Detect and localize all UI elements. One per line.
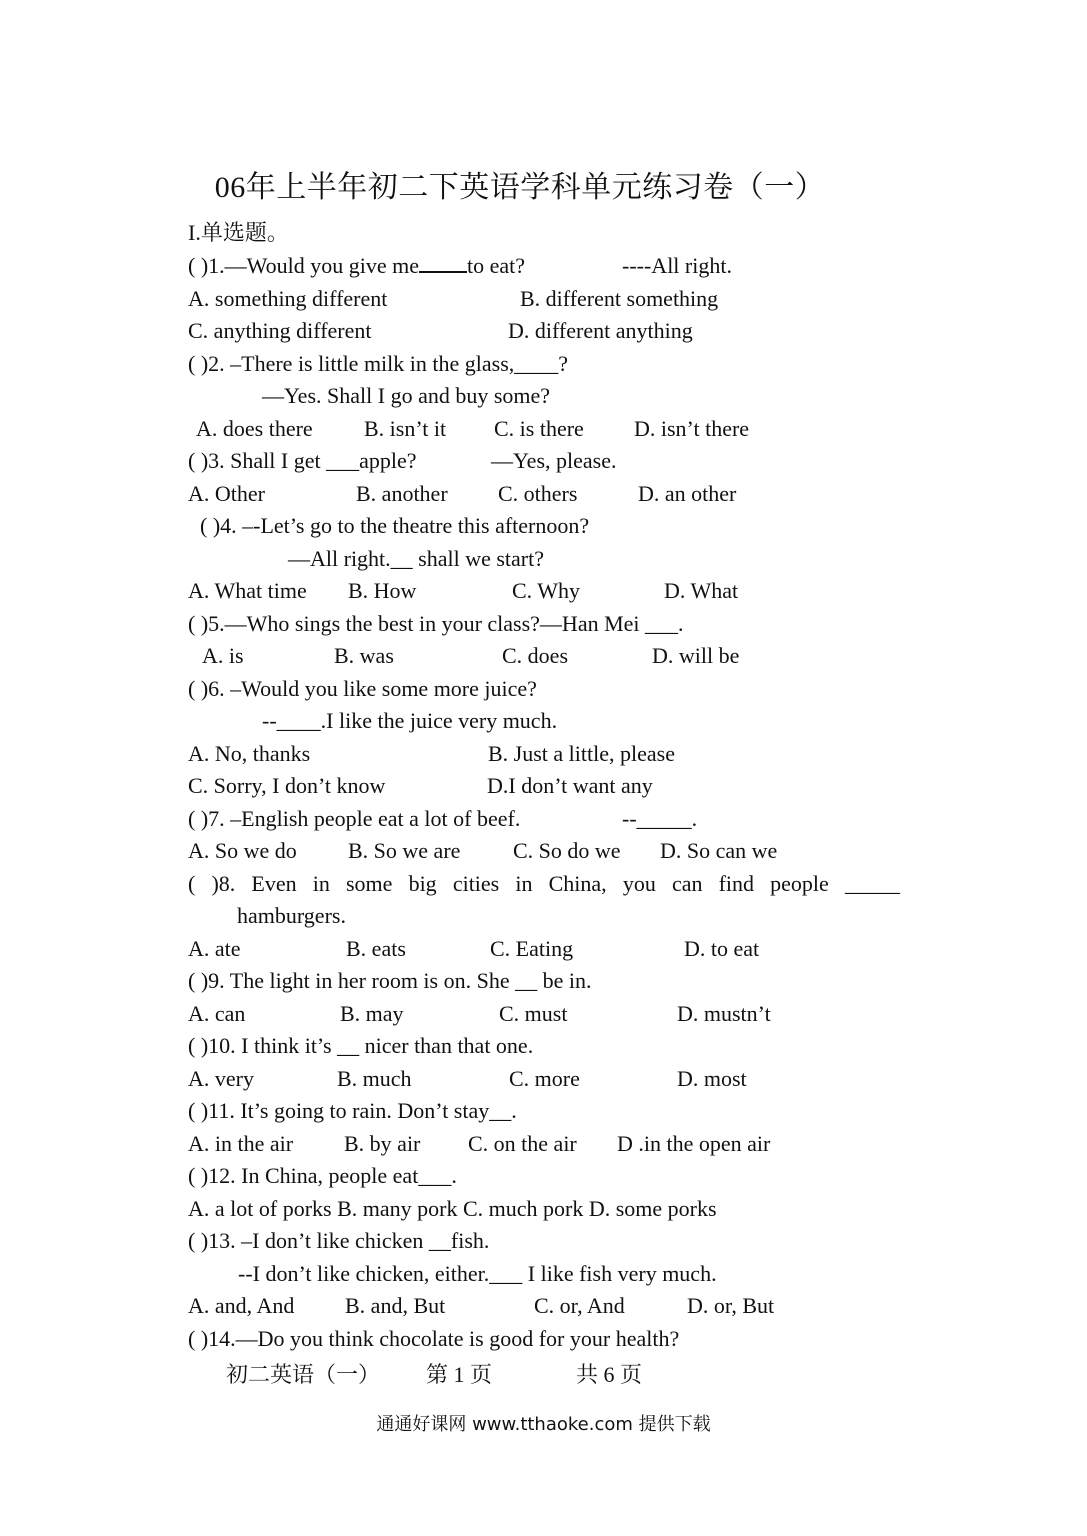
- question-10-stem: ( )10. I think it’s __ nicer than that one.: [188, 1033, 534, 1058]
- question-6-stem: ( )6. –Would you like some more juice?: [188, 676, 537, 701]
- footer-subject: 初二英语（一）: [226, 1362, 381, 1387]
- question-4-reply: —All right.__ shall we start?: [288, 546, 545, 571]
- question-5-stem: ( )5.—Who sings the best in your class?—Han Mei ___.: [188, 611, 684, 636]
- question-2-option-c: C. is there: [494, 416, 584, 441]
- question-3-option-b: B. another: [356, 481, 448, 506]
- question-3-option-c: C. others: [498, 481, 578, 506]
- question-13-option-d: D. or, But: [687, 1293, 775, 1318]
- question-5-option-b: B. was: [334, 643, 394, 668]
- question-10-option-d: D. most: [677, 1066, 747, 1091]
- question-4-option-a: A. What time: [188, 578, 307, 603]
- question-5-option-a: A. is: [202, 643, 244, 668]
- question-6-option-c: C. Sorry, I don’t know: [188, 773, 386, 798]
- question-13-option-b: B. and, But: [345, 1293, 446, 1318]
- question-5-option-c: C. does: [502, 643, 568, 668]
- question-1-option-c: C. anything different: [188, 318, 372, 343]
- question-4-option-c: C. Why: [512, 578, 581, 603]
- question-7-option-a: A. So we do: [188, 838, 297, 863]
- question-11-stem: ( )11. It’s going to rain. Don’t stay__.: [188, 1098, 517, 1123]
- question-8-option-b: B. eats: [346, 936, 406, 961]
- question-9-option-d: D. mustn’t: [677, 1001, 771, 1026]
- question-14-stem: ( )14.—Do you think chocolate is good for your health?: [188, 1326, 680, 1351]
- question-1-option-d: D. different anything: [508, 318, 693, 343]
- question-12-stem: ( )12. In China, people eat___.: [188, 1163, 457, 1188]
- section-heading: I.单选题。: [188, 220, 289, 245]
- footer-total-pages: 共 6 页: [576, 1362, 643, 1387]
- source-watermark: 通通好课网 www.tthaoke.com 提供下载: [376, 1414, 711, 1435]
- question-10-option-c: C. more: [509, 1066, 580, 1091]
- question-10-option-a: A. very: [188, 1066, 254, 1091]
- question-13-stem: ( )13. –I don’t like chicken __fish.: [188, 1228, 490, 1253]
- question-1-option-a: A. something different: [188, 286, 388, 311]
- question-10-option-b: B. much: [337, 1066, 412, 1091]
- question-13-reply: --I don’t like chicken, either.___ I like fish very much.: [238, 1261, 717, 1286]
- question-4-option-b: B. How: [348, 578, 417, 603]
- question-8-stem-continued: hamburgers.: [237, 903, 346, 928]
- question-2-option-b: B. isn’t it: [364, 416, 447, 441]
- question-1-stem: ( )1.—Would you give me to eat?: [188, 253, 526, 278]
- question-6-option-a: A. No, thanks: [188, 741, 311, 766]
- question-7-reply: --_____.: [622, 806, 698, 831]
- question-6-reply: --____.I like the juice very much.: [262, 708, 558, 733]
- question-1-option-b: B. different something: [520, 286, 719, 311]
- question-1-reply: ----All right.: [622, 253, 732, 278]
- question-9-stem: ( )9. The light in her room is on. She __ be in.: [188, 968, 592, 993]
- question-4-option-d: D. What: [664, 578, 739, 603]
- question-11-option-d: D .in the open air: [617, 1131, 771, 1156]
- question-2-option-a: A. does there: [196, 416, 313, 441]
- question-11-option-c: C. on the air: [468, 1131, 577, 1156]
- question-3-reply: —Yes, please.: [491, 448, 617, 473]
- question-3-option-d: D. an other: [638, 481, 737, 506]
- question-8-stem: ( )8. Even in some big cities in China, you can find people _____: [188, 871, 900, 896]
- question-7-stem: ( )7. –English people eat a lot of beef.: [188, 806, 521, 831]
- question-4-stem: ( )4. –-Let’s go to the theatre this afternoon?: [200, 513, 590, 538]
- question-11-option-a: A. in the air: [188, 1131, 294, 1156]
- question-7-option-c: C. So do we: [513, 838, 621, 863]
- question-13-option-c: C. or, And: [534, 1293, 625, 1318]
- question-8-option-d: D. to eat: [684, 936, 760, 961]
- question-9-option-a: A. can: [188, 1001, 246, 1026]
- question-8-option-a: A. ate: [188, 936, 241, 961]
- question-3-option-a: A. Other: [188, 481, 265, 506]
- footer-page-number: 第 1 页: [426, 1362, 493, 1387]
- question-5-option-d: D. will be: [652, 643, 740, 668]
- question-9-option-c: C. must: [499, 1001, 568, 1026]
- question-9-option-b: B. may: [340, 1001, 404, 1026]
- answer-blank: [419, 253, 467, 273]
- question-12-options: A. a lot of porks B. many pork C. much pork D. some porks: [188, 1196, 717, 1221]
- question-2-stem: ( )2. –There is little milk in the glass,____?: [188, 351, 569, 376]
- question-6-option-d: D.I don’t want any: [487, 773, 653, 798]
- question-7-option-b: B. So we are: [348, 838, 461, 863]
- question-7-option-d: D. So can we: [660, 838, 778, 863]
- question-8-option-c: C. Eating: [490, 936, 574, 961]
- question-6-option-b: B. Just a little, please: [488, 741, 675, 766]
- question-2-reply: —Yes. Shall I go and buy some?: [262, 383, 551, 408]
- question-2-option-d: D. isn’t there: [634, 416, 750, 441]
- question-13-option-a: A. and, And: [188, 1293, 295, 1318]
- question-11-option-b: B. by air: [344, 1131, 421, 1156]
- question-3-stem: ( )3. Shall I get ___apple?: [188, 448, 417, 473]
- exam-title: 06年上半年初二下英语学科单元练习卷（一）: [214, 171, 826, 204]
